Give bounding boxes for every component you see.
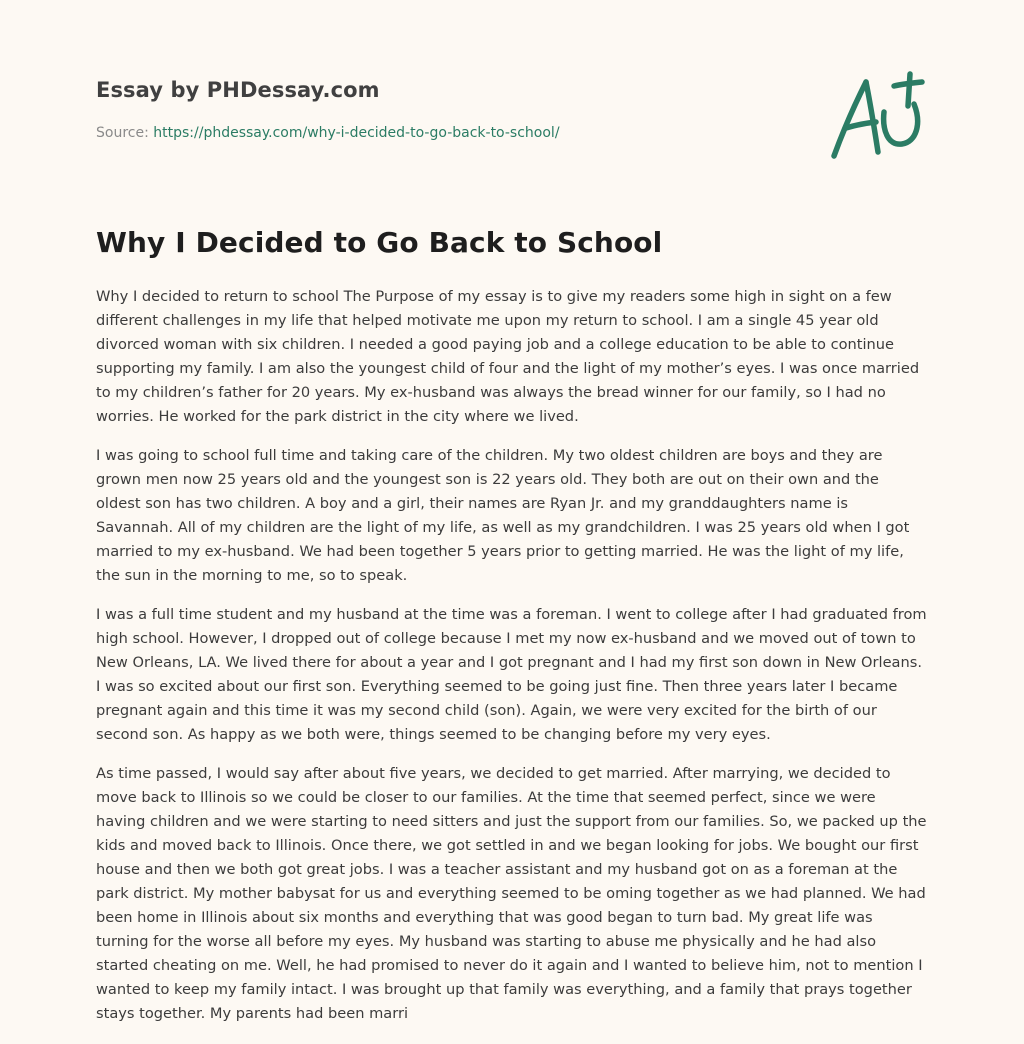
essay-paragraph: As time passed, I would say after about five years, we decided to get married. After marrying, we decided to move back to Illinois so we could be closer to our families. At the time that seemed perfect, since we were having children and we were starting to need sitters and just the support from our families. So, we packed up the kids and moved back to Illinois. Once there, we got settled in and we began looking for jobs. We bought our first house and then we both got great jobs. I was a teacher assistant and my husband got on as a foreman at the park district. My mother babysat for us and everything seemed to be oming together as we had planned. We had been home in Illinois about six months and everything that was good began to turn bad. My great life was turning for the worse all before my eyes. My husband was starting to abuse me physically and he had also started cheating on me. Well, he had promised to never do it again and I wanted to believe him, not to mention I wanted to keep my family intact. I was brought up that family was everything, and a family that prays together stays together. My parents had been marri	[96, 765, 927, 1022]
essay-page	[96, 0, 928, 1044]
source-label: Source:	[96, 125, 149, 141]
source-line	[96, 125, 560, 141]
essay-body	[96, 285, 928, 1025]
source-link[interactable]: https://phdessay.com/why-i-decided-to-go-back-to-school/	[153, 125, 560, 141]
essay-paragraph: Why I decided to return to school The Purpose of my essay is to give my readers some high in sight on a few different challenges in my life that helped motivate me upon my return to school. I am a single 45 year old divorced woman with six children. I needed a good paying job and a college education to be able to continue supporting my family. I am also the youngest child of four and the light of my mother’s eyes. I was once married to my children’s father for 20 years. My ex-husband was always the bread winner for our family, so I had no worries. He worked for the park district in the city where we lived.	[96, 288, 920, 425]
a-plus-logo-icon	[828, 68, 928, 164]
essay-paragraph: I was a full time student and my husband at the time was a foreman. I went to college after I had graduated from high school. However, I dropped out of college because I met my now ex-husband and we moved out of town to New Orleans, LA. We lived there for about a year and I got pregnant and I had my first son down in New Orleans. I was so excited about our first son. Everything seemed to be going just fine. Then three years later I became pregnant again and this time it was my second child (son). Again, we were very excited for the birth of our second son. As happy as we both were, things seemed to be changing before my very eyes.	[96, 606, 927, 743]
site-title: Essay by PHDessay.com	[96, 78, 380, 102]
essay-title: Why I Decided to Go Back to School	[96, 226, 663, 259]
essay-paragraph: I was going to school full time and taking care of the children. My two oldest children are boys and they are grown men now 25 years old and the youngest son is 22 years old. They both are out on their own and the oldest son has two children. A boy and a girl, their names are Ryan Jr. and my granddaughters name is Savannah. All of my children are the light of my life, as well as my grandchildren. I was 25 years old when I got married to my ex-husband. We had been together 5 years prior to getting married. He was the light of my life, the sun in the morning to me, so to speak.	[96, 447, 910, 584]
page-header	[96, 74, 928, 194]
